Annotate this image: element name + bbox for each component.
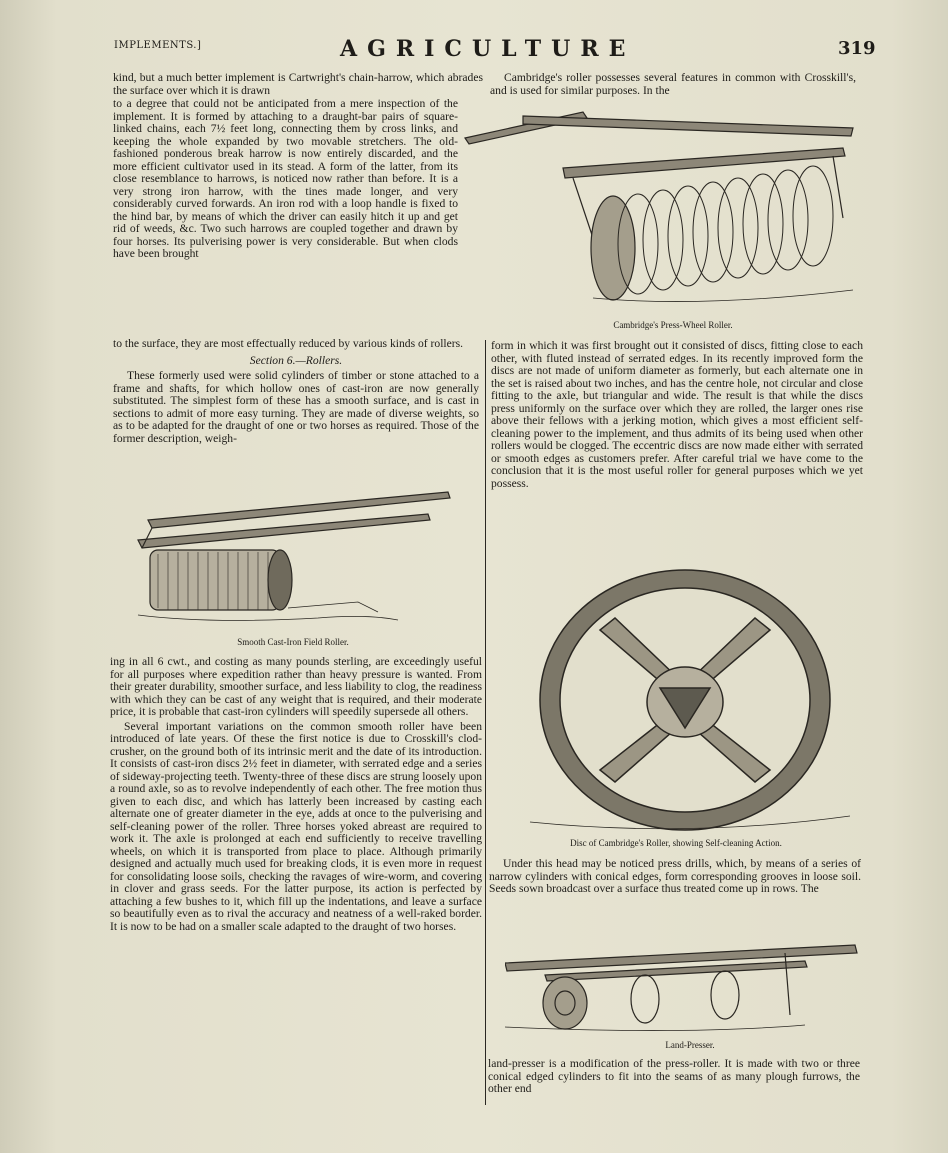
page-number: 319 (838, 38, 876, 59)
paragraph-cambridge-roller: form in which it was first brought out it consisted of discs, fitting close to each other, with fluted instead of serrated edges. In its recently improved form the discs are not made of uniform diameter as formerly, but each alternate one in the set is raised about two inches, and has the centre hole, not circular and close fitting to the axle, but triangular and wide. The result is that while the discs press uniformly on the surface over which they are rolled, the larger ones rise above their fellows with a jerking motion, which gives a most efficient self-cleaning power to the implement, and thus admits of its being used when other rollers would be clogged. The eccentric discs are now made either with serrated or smooth edges as customers prefer. After careful trial we have come to the conclusion that it is the most useful roller for general purposes which we yet possess. (491, 339, 863, 490)
caption-land-presser: Land-Presser. (665, 1040, 715, 1050)
right-column-top (490, 72, 856, 99)
column-divider (485, 340, 486, 1105)
running-head-title: AGRICULTURE (340, 36, 636, 62)
paragraph-cast-iron: ing in all 6 cwt., and costing as many pounds sterling, are exceedingly useful for all purposes where expedition rather than heavy pressure is wanted. From their greater durability, smoother surface, and less liability to clog, the readiness with which they can be cast of any weight that is required, and their moderate price, it is probable that cast-iron cylinders will speedily supersede all others. (110, 655, 482, 718)
disc-illustration (520, 560, 870, 835)
right-column-drills (489, 858, 861, 898)
paragraph-land-presser: land-presser is a modification of the press-roller. It is made with two or three conical edged cylinders to fit into the seams of as many plough furrows, the other end (488, 1057, 860, 1095)
paragraph-clod-crusher: Several important variations on the common smooth roller have been introduced of late years. Of these the first notice is due to Crosskill's clod-crusher, on the ground both of its intrinsic merit and the date of its introduction. It consists of cast-iron discs 2½ feet in diameter, with serrated edge and a series of sideway-projecting teeth. Twenty-three of these discs are strung loosely upon a round axle, so as to revolve independently of each other. The free motion thus given to each disc, and which has latterly been increased by casting each alternate one of greater diameter in the eye, adds at once to the pulverising and self-cleaning power of the roller. Three horses yoked abreast are required to work it. The axle is prolonged at each end sufficiently to receive travelling wheels, on which it is transported from place to place. Although primarily designed and actually much used for breaking clods, it is even more in request for consolidating loose soils, checking the ravages of wire-worm, and covering in clover and grass seeds. For the latter purpose, its action is perfected by attaching a few bushes to it, which fill up the indentations, and leave a surface so beautifully even as to rival the accuracy and neatness of a well-raked border. It is now to be had on a smaller scale adapted to the draught of two horses. (110, 719, 482, 933)
left-column-bottom (110, 656, 482, 935)
left-column-rollers (113, 338, 479, 447)
right-column-middle (491, 340, 863, 492)
paragraph-chain-harrow-end: to the surface, they are most effectually reduced by various kinds of rollers. (113, 337, 464, 350)
caption-disc: Disc of Cambridge's Roller, showing Self-cleaning Action. (570, 838, 782, 848)
paragraph-cambridge-intro: Cambridge's roller possesses several features in common with Crosskill's, and is used for similar purposes. In the (490, 71, 856, 97)
right-column-bottom (488, 1058, 860, 1098)
caption-smooth-roller: Smooth Cast-Iron Field Roller. (237, 637, 349, 647)
paragraph-press-drills: Under this head may be noticed press drills, which, by means of a series of narrow cylinders with conical edges, form corresponding grooves in loose soil. Seeds sown broadcast over a surface thus treated come up in rows. The (489, 857, 861, 895)
section-heading: Section 6.—Rollers. (249, 353, 343, 367)
paragraph-rollers: These formerly used were solid cylinders of timber or stone attached to a frame and shafts, for which hollow ones of cast-iron are now generally substituted. The simplest form of these has a smooth surface, and is cast in sections to admit of more easy turning. They are made of diverse weights, so as to be adapted for the draught of one or two horses as required. Those of the former description, weigh- (113, 369, 479, 445)
press-wheel-roller-illustration (463, 108, 863, 313)
land-presser-illustration (505, 925, 860, 1035)
paragraph-chain-harrow-intro: kind, but a much better implement is Cartwright's chain-harrow, which abrades the surface over which it is drawn (113, 71, 483, 97)
paragraph-chain-harrow: to a degree that could not be anticipated from a mere inspection of the implement. It is formed by attaching to a draught-bar pairs of square-linked chains, each 7½ feet long, connecting them by cross links, and keeping the whole expanded by two movable stretchers. The old-fashioned ponderous break harrow is now entirely discarded, and the more efficient cultivator used in its stead. A form of the latter, from its close resemblance to harrows, is noticed now rather than before. It is a very strong iron harrow, with the tines made longer, and very considerably curved forwards. An iron rod with a loop handle is fixed to the hind bar, by means of which the driver can easily hitch it up and get rid of weeds, &c. Two such harrows are coupled together and drawn by four horses. Its pulverising power is very considerable. But when clods have been brought (113, 97, 458, 260)
left-column-top (113, 72, 483, 99)
running-head-section: IMPLEMENTS.] (114, 40, 202, 51)
smooth-roller-illustration (128, 490, 458, 630)
left-column-narrow-text (113, 98, 458, 263)
caption-press-wheel-roller: Cambridge's Press-Wheel Roller. (613, 320, 733, 330)
